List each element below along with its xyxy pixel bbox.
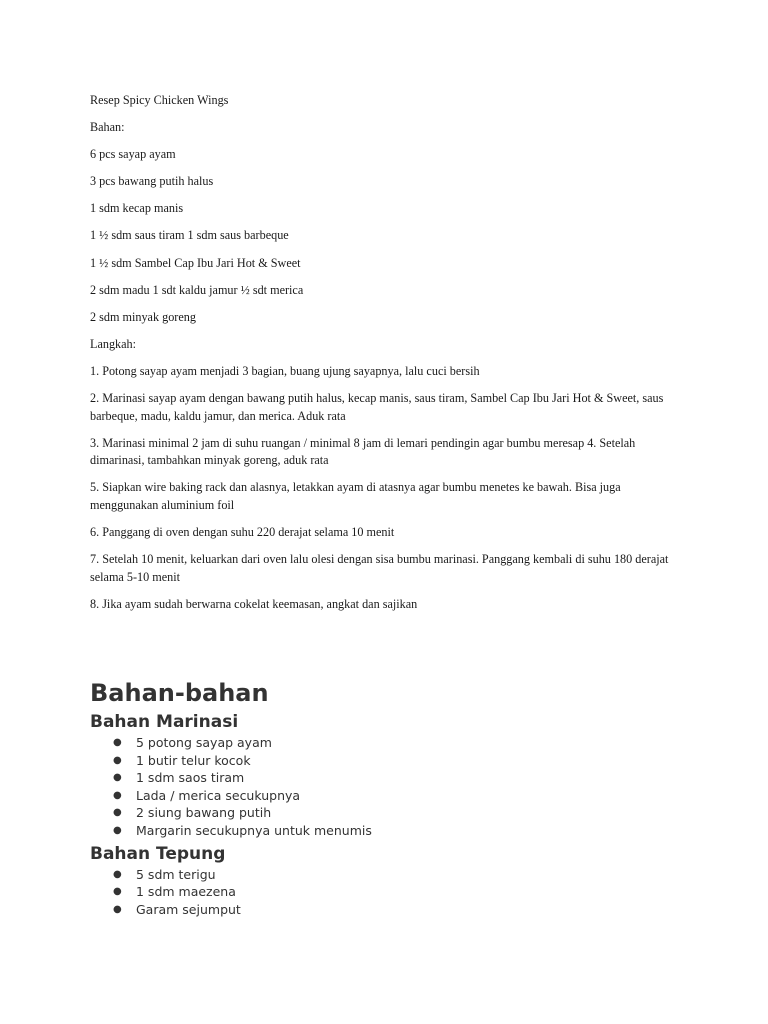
list-item-text: 2 siung bawang putih xyxy=(136,805,272,821)
steps-heading: Langkah: xyxy=(90,336,137,351)
ingredient-line: 3 pcs bawang putih halus xyxy=(90,174,214,189)
step-line: 7. Setelah 10 menit, keluarkan dari oven lalu olesi dengan sisa bumbu marinasi. Panggang kembali di suhu 180 derajat selama 5-10 menit xyxy=(90,552,669,584)
bullet-icon: ● xyxy=(113,772,122,784)
list-item xyxy=(90,822,710,840)
list-item xyxy=(90,866,710,884)
step-line: 6. Panggang di oven dengan suhu 220 derajat selama 10 menit xyxy=(90,525,395,540)
bullet-icon: ● xyxy=(113,886,122,898)
ingredient-line: 2 sdm minyak goreng xyxy=(90,309,196,324)
bahan-heading: Bahan-bahan xyxy=(90,679,269,707)
ingredients-heading: Bahan: xyxy=(90,120,125,135)
bullet-icon: ● xyxy=(113,789,122,801)
step-line: 8. Jika ayam sudah berwarna cokelat keemasan, angkat dan sajikan xyxy=(90,596,418,611)
ingredient-line: 6 pcs sayap ayam xyxy=(90,147,176,162)
list-item-text: 1 butir telur kocok xyxy=(136,752,251,768)
bullet-icon: ● xyxy=(113,903,122,915)
bahan-section xyxy=(90,676,710,918)
bullet-icon: ● xyxy=(113,807,122,819)
list-item xyxy=(90,752,710,770)
ingredient-line: 1 ½ sdm saus tiram 1 sdm saus barbeque xyxy=(90,228,289,243)
list-item-text: Garam sejumput xyxy=(136,901,241,917)
step-line: 2. Marinasi sayap ayam dengan bawang putih halus, kecap manis, saus tiram, Sambel Cap Ibu Jari Hot & Sweet, saus barbeque, madu, kaldu jamur, dan merica. Aduk rata xyxy=(90,391,664,423)
bahan-marinasi-list xyxy=(90,734,710,840)
ingredient-line: 1 sdm kecap manis xyxy=(90,201,184,216)
list-item xyxy=(90,901,710,919)
recipe-title: Resep Spicy Chicken Wings xyxy=(90,93,229,107)
bahan-marinasi-heading: Bahan Marinasi xyxy=(90,712,239,732)
step-line: 5. Siapkan wire baking rack dan alasnya, letakkan ayam di atasnya agar bumbu menetes ke bawah. Bisa juga menggunakan aluminium foil xyxy=(90,480,621,512)
list-item-text: Lada / merica secukupnya xyxy=(136,787,301,803)
list-item xyxy=(90,804,710,822)
list-item-text: 1 sdm maezena xyxy=(136,884,236,900)
bullet-icon: ● xyxy=(113,868,122,880)
bahan-tepung-list xyxy=(90,866,710,919)
step-line: 1. Potong sayap ayam menjadi 3 bagian, buang ujung sayapnya, lalu cuci bersih xyxy=(90,363,480,378)
bullet-icon: ● xyxy=(113,824,122,836)
list-item xyxy=(90,883,710,901)
list-item xyxy=(90,769,710,787)
list-item-text: Margarin secukupnya untuk menumis xyxy=(136,822,372,838)
list-item-text: 1 sdm saos tiram xyxy=(136,770,245,786)
recipe-text-block xyxy=(90,92,690,623)
ingredient-line: 1 ½ sdm Sambel Cap Ibu Jari Hot & Sweet xyxy=(90,255,301,270)
ingredient-line: 2 sdm madu 1 sdt kaldu jamur ½ sdt merica xyxy=(90,282,304,297)
bullet-icon: ● xyxy=(113,737,122,748)
bahan-tepung-heading: Bahan Tepung xyxy=(90,843,226,864)
list-item-text: 5 potong sayap ayam xyxy=(136,735,272,750)
bullet-icon: ● xyxy=(113,754,122,766)
step-line: 3. Marinasi minimal 2 jam di suhu ruangan / minimal 8 jam di lemari pendingin agar bumbu meresap 4. Setelah dimarinasi, tambahkan minyak goreng, aduk rata xyxy=(90,435,636,468)
list-item xyxy=(90,787,710,805)
list-item-text: 5 sdm terigu xyxy=(136,866,216,882)
list-item xyxy=(90,734,710,752)
